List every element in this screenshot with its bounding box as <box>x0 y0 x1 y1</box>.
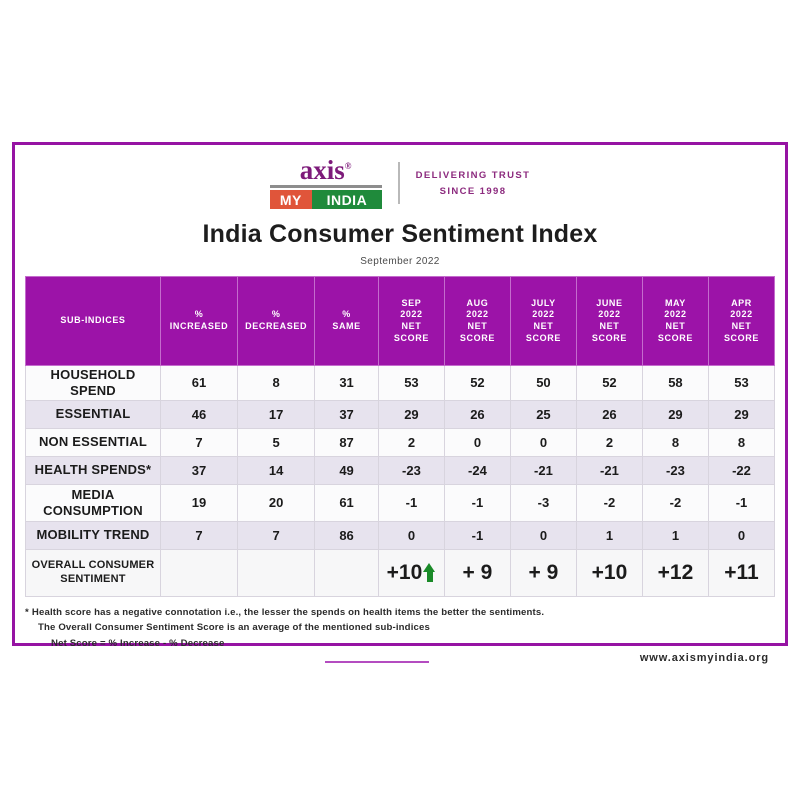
cell-july: -3 <box>510 484 576 521</box>
cell-apr: 0 <box>708 521 774 549</box>
cell-same: 37 <box>315 400 379 428</box>
score-with-trend <box>381 561 442 585</box>
row-label: OVERALL CONSUMER SENTIMENT <box>26 549 161 596</box>
tagline-line-1: DELIVERING TRUST <box>415 169 531 181</box>
cell-may: 8 <box>642 428 708 456</box>
table-body <box>26 366 775 597</box>
footer-rule <box>325 661 429 663</box>
row-label: HOUSEHOLD SPEND <box>26 366 161 401</box>
cell-june: -2 <box>576 484 642 521</box>
footnote-line-1 <box>25 605 775 621</box>
cell-same <box>315 549 379 596</box>
sentiment-index-table <box>25 276 775 597</box>
cell-sep <box>378 549 444 596</box>
cell-increased: 7 <box>160 521 237 549</box>
website-url[interactable]: www.axismyindia.org <box>639 652 769 665</box>
row-label: ESSENTIAL <box>26 400 161 428</box>
cell-same: 87 <box>315 428 379 456</box>
cell-may: 1 <box>642 521 708 549</box>
cell-apr: 29 <box>708 400 774 428</box>
row-label: MOBILITY TREND <box>26 521 161 549</box>
cell-june: 52 <box>576 366 642 401</box>
cell-aug: 26 <box>444 400 510 428</box>
cell-same: 61 <box>315 484 379 521</box>
cell-sep: -1 <box>378 484 444 521</box>
footnote-asterisk: * <box>25 606 29 618</box>
page-subtitle: September 2022 <box>360 256 440 267</box>
table-row <box>26 484 775 521</box>
cell-sep: 2 <box>378 428 444 456</box>
cell-decreased <box>238 549 315 596</box>
cell-aug: -24 <box>444 456 510 484</box>
cell-aug: + 9 <box>444 549 510 596</box>
report-card-frame <box>12 142 788 665</box>
cell-july: 50 <box>510 366 576 401</box>
cell-increased: 61 <box>160 366 237 401</box>
cell-july: 0 <box>510 521 576 549</box>
cell-aug: 0 <box>444 428 510 456</box>
footer-bar <box>25 652 775 672</box>
cell-increased: 19 <box>160 484 237 521</box>
column-header-july-2022-net-score: JULY 2022 NET SCORE <box>510 277 576 366</box>
registered-trademark-icon: ® <box>344 161 352 171</box>
column-header-sep-2022-net-score: SEP 2022 NET SCORE <box>378 277 444 366</box>
cell-june: -21 <box>576 456 642 484</box>
cell-may: -2 <box>642 484 708 521</box>
score-value: +10 <box>386 560 423 584</box>
cell-aug: -1 <box>444 521 510 549</box>
cell-apr: 8 <box>708 428 774 456</box>
logo-divider <box>398 162 400 204</box>
brand-tagline <box>416 170 531 197</box>
page-title: India Consumer Sentiment Index <box>202 220 598 248</box>
column-header-apr-2022-net-score: APR 2022 NET SCORE <box>708 277 774 366</box>
cell-increased: 37 <box>160 456 237 484</box>
cell-same: 31 <box>315 366 379 401</box>
table-row <box>26 549 775 596</box>
footnote-line-3: Net Score = % Increase - % Decrease <box>51 637 225 649</box>
tagline-line-2: SINCE 1998 <box>439 185 507 197</box>
cell-may: +12 <box>642 549 708 596</box>
cell-may: -23 <box>642 456 708 484</box>
cell-increased: 7 <box>160 428 237 456</box>
cell-increased <box>160 549 237 596</box>
cell-apr: -22 <box>708 456 774 484</box>
table-row <box>26 521 775 549</box>
column-header-aug-2022-net-score: AUG 2022 NET SCORE <box>444 277 510 366</box>
cell-decreased: 14 <box>238 456 315 484</box>
column-header-decreased: % DECREASED <box>238 277 315 366</box>
cell-july: + 9 <box>510 549 576 596</box>
cell-may: 29 <box>642 400 708 428</box>
row-label: NON ESSENTIAL <box>26 428 161 456</box>
cell-aug: 52 <box>444 366 510 401</box>
table-row <box>26 366 775 401</box>
logo-wordmark <box>270 157 382 188</box>
table-header <box>26 277 775 366</box>
cell-same: 49 <box>315 456 379 484</box>
column-header-same: % SAME <box>315 277 379 366</box>
column-header-sub-indices: SUB-INDICES <box>26 277 161 366</box>
report-card-inner <box>15 145 785 665</box>
table-header-row <box>26 277 775 366</box>
logo-my-block: MY <box>270 190 313 209</box>
cell-june: 1 <box>576 521 642 549</box>
row-label: HEALTH SPENDS* <box>26 456 161 484</box>
footnote-line-1-text: Health score has a negative connotation i.e., the lesser the spends on health items the better the sentiments. <box>31 606 545 618</box>
column-header-june-2022-net-score: JUNE 2022 NET SCORE <box>576 277 642 366</box>
brand-header <box>25 151 775 209</box>
cell-may: 58 <box>642 366 708 401</box>
trend-up-arrow-icon <box>423 563 436 582</box>
table-row <box>26 456 775 484</box>
cell-decreased: 17 <box>238 400 315 428</box>
column-header-increased: % INCREASED <box>160 277 237 366</box>
footnotes <box>25 605 775 652</box>
table-row <box>26 428 775 456</box>
cell-apr: -1 <box>708 484 774 521</box>
cell-july: 0 <box>510 428 576 456</box>
cell-aug: -1 <box>444 484 510 521</box>
cell-increased: 46 <box>160 400 237 428</box>
cell-decreased: 7 <box>238 521 315 549</box>
cell-june: 2 <box>576 428 642 456</box>
row-label: MEDIA CONSUMPTION <box>26 484 161 521</box>
cell-sep: -23 <box>378 456 444 484</box>
cell-apr: +11 <box>708 549 774 596</box>
logo-bar <box>270 190 382 209</box>
cell-july: -21 <box>510 456 576 484</box>
logo-india-block: INDIA <box>312 190 381 209</box>
cell-june: +10 <box>576 549 642 596</box>
cell-sep: 53 <box>378 366 444 401</box>
cell-july: 25 <box>510 400 576 428</box>
cell-same: 86 <box>315 521 379 549</box>
axis-my-india-logo <box>270 157 382 209</box>
cell-decreased: 5 <box>238 428 315 456</box>
cell-sep: 29 <box>378 400 444 428</box>
cell-june: 26 <box>576 400 642 428</box>
cell-sep: 0 <box>378 521 444 549</box>
logo-wordmark-text: axis <box>299 155 345 185</box>
cell-decreased: 8 <box>238 366 315 401</box>
table-row <box>26 400 775 428</box>
cell-decreased: 20 <box>238 484 315 521</box>
cell-apr: 53 <box>708 366 774 401</box>
footnote-line-2: The Overall Consumer Sentiment Score is an average of the mentioned sub-indices <box>38 622 430 634</box>
column-header-may-2022-net-score: MAY 2022 NET SCORE <box>642 277 708 366</box>
